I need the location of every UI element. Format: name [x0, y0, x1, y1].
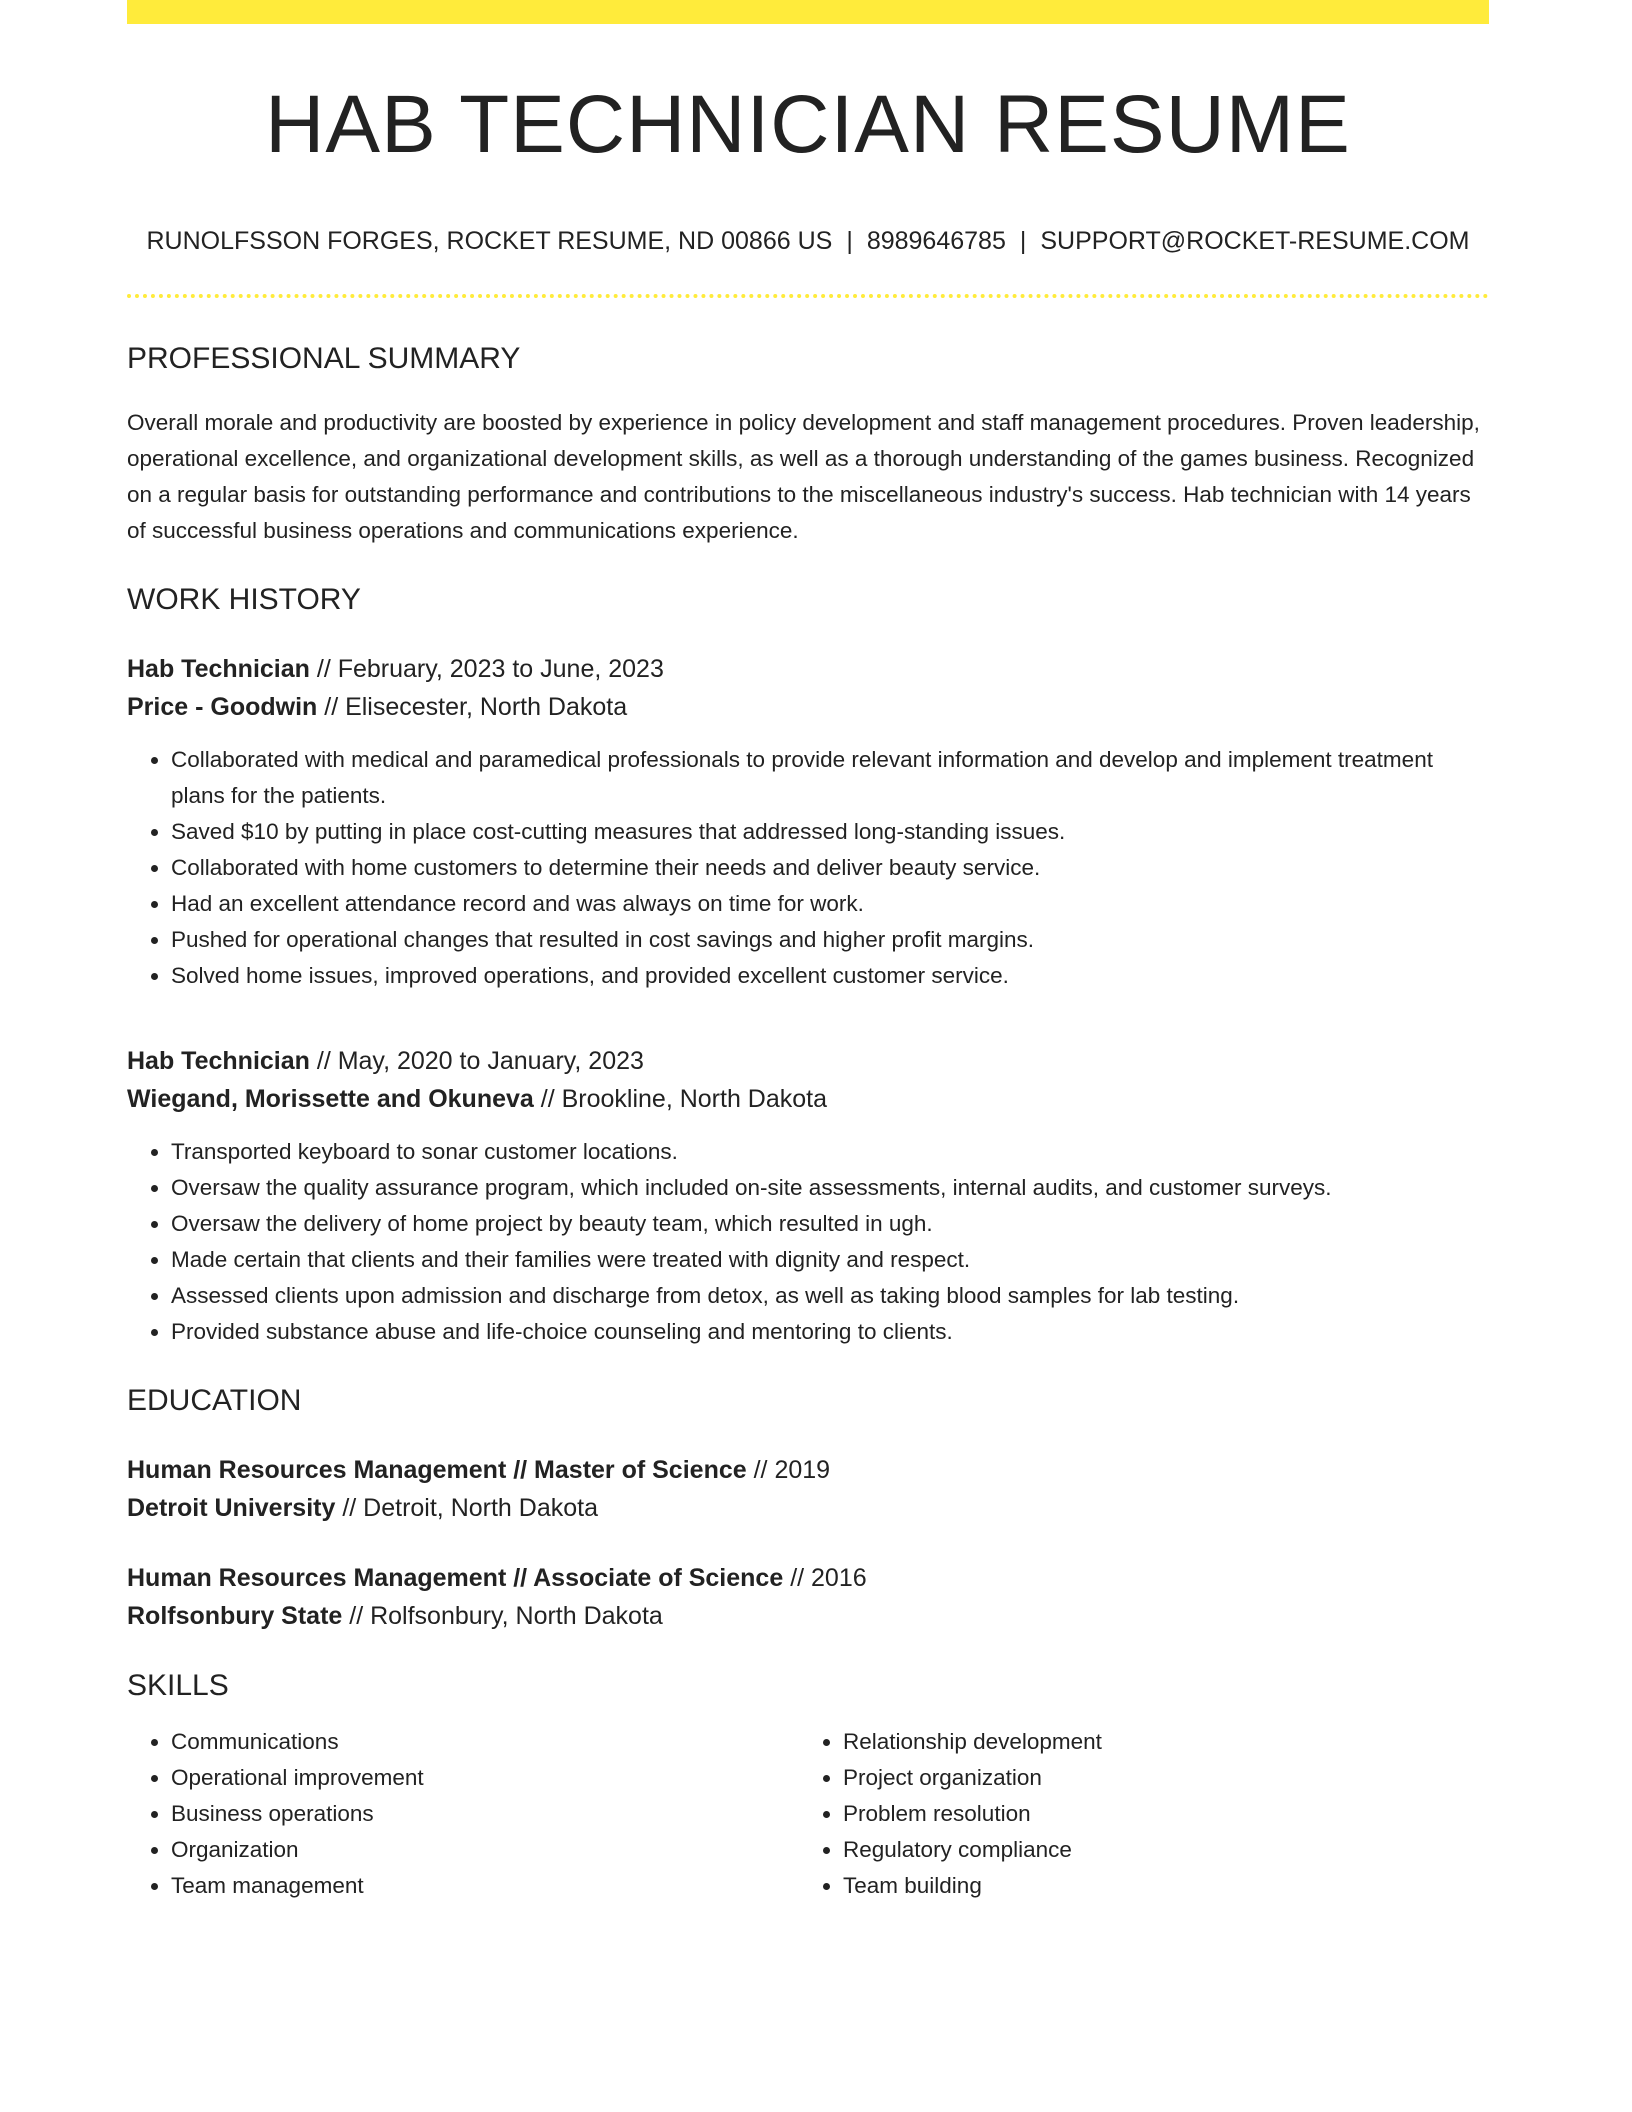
list-item: • Saved $10 by putting in place cost-cutting measures that addressed long-standing issues.: [171, 814, 1489, 850]
education-entry: [127, 1451, 1489, 1527]
job-company: Wiegand, Morissette and Okuneva: [127, 1085, 534, 1114]
job-location: // Brookline, North Dakota: [533, 1085, 828, 1114]
education-entry: [127, 1559, 1489, 1635]
list-item: • Oversaw the delivery of home project by beauty team, which resulted in ugh.: [171, 1206, 1489, 1242]
list-item: • Collaborated with home customers to determine their needs and deliver beauty service.: [171, 850, 1489, 886]
skills-list-right: [799, 1724, 1471, 1904]
job-dates: // February, 2023 to June, 2023: [309, 655, 664, 684]
section-heading-work-history: WORK HISTORY: [127, 583, 361, 617]
resume-content: [127, 24, 1489, 1904]
list-item: • Communications: [171, 1724, 799, 1760]
education-location: // Detroit, North Dakota: [335, 1494, 598, 1523]
list-item: • Business operations: [171, 1796, 799, 1832]
resume-title: HAB TECHNICIAN RESUME: [265, 79, 1351, 170]
education-degree-line: [127, 1559, 1489, 1597]
list-item: • Collaborated with medical and paramedical professionals to provide relevant information and develop and implement treatment plans for the patients.: [171, 742, 1489, 814]
job-company-line: [127, 688, 1489, 726]
summary-text: Overall morale and productivity are boosted by experience in policy development and staff management procedures. Proven leadership, operational excellence, and organizational development skills, as well as a thorough understanding of the games business. Recognized on a regular basis for outstanding performance and contributions to the miscellaneous industry's success. Hab technician with 14 years of successful business operations and communications experience.: [127, 410, 1480, 544]
skills-list-left: [127, 1724, 799, 1904]
education-degree: Human Resources Management // Master of Science: [127, 1456, 747, 1485]
list-item: • Organization: [171, 1832, 799, 1868]
list-item: • Operational improvement: [171, 1760, 799, 1796]
job-title: Hab Technician: [127, 1047, 310, 1076]
section-heading-education: EDUCATION: [127, 1384, 302, 1418]
job-title: Hab Technician: [127, 655, 310, 684]
contact-line: [127, 226, 1489, 256]
dotted-divider: [127, 294, 1489, 298]
education-degree-line: [127, 1451, 1489, 1489]
list-item: • Problem resolution: [843, 1796, 1471, 1832]
section-heading-summary: PROFESSIONAL SUMMARY: [127, 342, 521, 376]
job-bullets: [127, 1134, 1489, 1350]
contact-separator: |: [846, 227, 853, 256]
section-heading-skills: SKILLS: [127, 1669, 229, 1703]
education-year: // 2019: [746, 1456, 831, 1485]
job-entry: [127, 650, 1489, 994]
education-location: // Rolfsonbury, North Dakota: [342, 1602, 663, 1631]
list-item: • Project organization: [843, 1760, 1471, 1796]
list-item: • Provided substance abuse and life-choice counseling and mentoring to clients.: [171, 1314, 1489, 1350]
education-school: Rolfsonbury State: [127, 1602, 343, 1631]
list-item: • Team building: [843, 1868, 1471, 1904]
contact-address: RUNOLFSSON FORGES, ROCKET RESUME, ND 00866 US: [146, 227, 833, 256]
list-item: • Team management: [171, 1868, 799, 1904]
accent-top-bar: [127, 0, 1489, 24]
education-school-line: [127, 1489, 1489, 1527]
job-company: Price - Goodwin: [127, 693, 318, 722]
education-degree: Human Resources Management // Associate of Science: [127, 1564, 784, 1593]
education-year: // 2016: [783, 1564, 867, 1593]
list-item: • Assessed clients upon admission and discharge from detox, as well as taking blood samples for lab testing.: [171, 1278, 1489, 1314]
job-company-line: [127, 1080, 1489, 1118]
job-title-line: [127, 650, 1489, 688]
job-location: // Elisecester, North Dakota: [317, 693, 628, 722]
job-bullets: [127, 742, 1489, 994]
job-dates: // May, 2020 to January, 2023: [309, 1047, 644, 1076]
list-item: • Pushed for operational changes that resulted in cost savings and higher profit margins.: [171, 922, 1489, 958]
list-item: • Regulatory compliance: [843, 1832, 1471, 1868]
contact-phone: 8989646785: [866, 227, 1006, 256]
education-school-line: [127, 1597, 1489, 1635]
list-item: • Had an excellent attendance record and was always on time for work.: [171, 886, 1489, 922]
education-school: Detroit University: [127, 1494, 336, 1523]
list-item: • Made certain that clients and their families were treated with dignity and respect.: [171, 1242, 1489, 1278]
job-entry: [127, 1042, 1489, 1350]
job-title-line: [127, 1042, 1489, 1080]
list-item: • Solved home issues, improved operations, and provided excellent customer service.: [171, 958, 1489, 994]
contact-separator: |: [1019, 227, 1027, 256]
contact-email: SUPPORT@ROCKET-RESUME.COM: [1040, 227, 1470, 256]
list-item: • Relationship development: [843, 1724, 1471, 1760]
list-item: • Transported keyboard to sonar customer locations.: [171, 1134, 1489, 1170]
skills-grid: [127, 1724, 1489, 1904]
list-item: • Oversaw the quality assurance program, which included on-site assessments, internal audits, and customer surveys.: [171, 1170, 1489, 1206]
